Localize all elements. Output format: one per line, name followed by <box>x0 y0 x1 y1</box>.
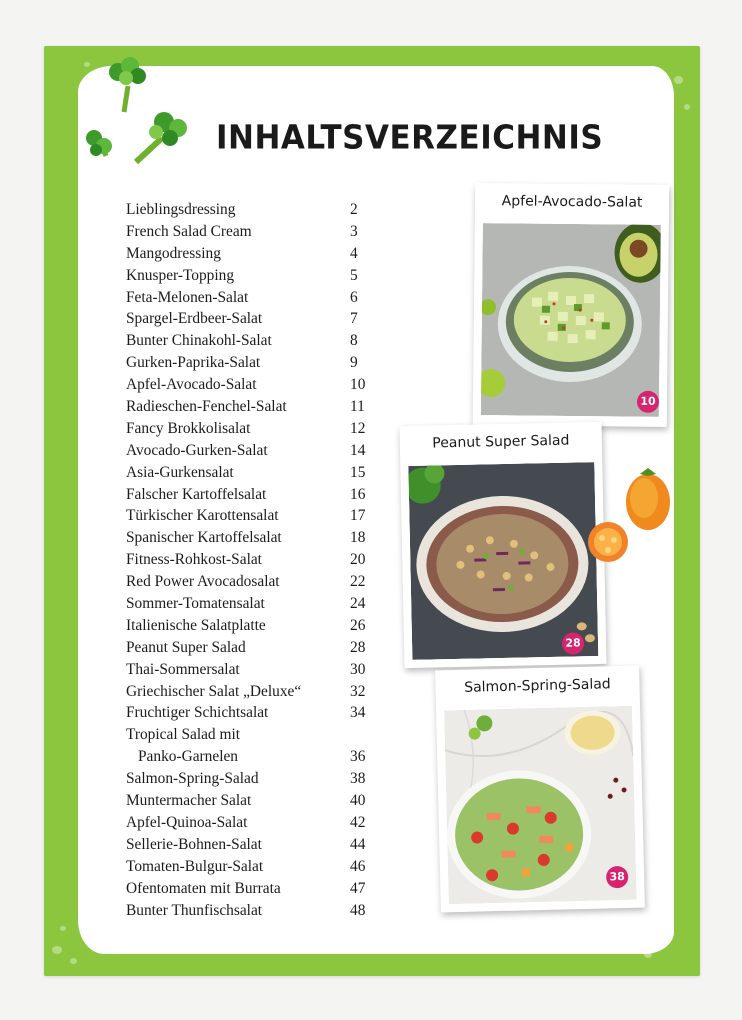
broccoli-icon <box>109 57 146 112</box>
toc-item[interactable]: Lieblingsdressing 2 <box>126 201 358 218</box>
toc-item[interactable]: Fruchtiger Schichtsalat 34 <box>126 704 366 722</box>
toc-item[interactable]: Spargel-Erdbeer-Salat 7 <box>126 310 358 328</box>
toc-item[interactable]: Tropical Salad mit Panko-Garnelen 36 <box>126 726 366 766</box>
tomato-slice-icon <box>588 522 628 562</box>
toc-item[interactable]: Avocado-Gurken-Salat 14 <box>126 441 366 459</box>
toc-item[interactable]: Radieschen-Fenchel-Salat 11 <box>126 398 365 416</box>
toc-item[interactable]: Fitness-Rohkost-Salat 20 <box>126 551 366 569</box>
page-badge: 38 <box>606 866 629 889</box>
table-of-contents <box>126 199 376 921</box>
tomato-icon <box>626 468 670 530</box>
toc-item[interactable]: Bunter Chinakohl-Salat 8 <box>126 332 358 350</box>
salad-image <box>481 223 661 417</box>
toc-item[interactable]: Mangodressing 4 <box>126 244 358 262</box>
broccoli-icon <box>136 112 187 162</box>
toc-item[interactable]: Bunter Thunfischsalat 48 <box>126 901 366 919</box>
toc-item[interactable]: Muntermacher Salat 40 <box>126 792 366 810</box>
tomato-decoration <box>584 462 672 572</box>
photo-apfel-avocado-salat[interactable] <box>473 183 670 427</box>
salad-image <box>408 462 598 660</box>
photo-caption: Apfel-Avocado-Salat <box>501 193 643 211</box>
photo-salmon-spring-salad[interactable] <box>435 666 645 913</box>
toc-item[interactable]: Salmon-Spring-Salad 38 <box>126 770 366 788</box>
toc-item[interactable]: Knusper-Topping 5 <box>126 266 358 284</box>
toc-item[interactable]: Griechischer Salat „Deluxe“ 32 <box>126 682 366 700</box>
broccoli-icon <box>86 130 112 156</box>
toc-item[interactable]: Sommer-Tomatensalat 24 <box>126 595 366 613</box>
toc-item[interactable]: Ofentomaten mit Burrata 47 <box>126 879 366 897</box>
page-badge: 28 <box>562 632 584 654</box>
toc-item[interactable]: Gurken-Paprika-Salat 9 <box>126 354 358 372</box>
toc-item[interactable]: Asia-Gurkensalat 15 <box>126 463 366 481</box>
page-badge: 10 <box>637 391 659 413</box>
toc-item[interactable]: Sellerie-Bohnen-Salat 44 <box>126 835 366 853</box>
toc-item[interactable]: French Salad Cream 3 <box>126 222 358 240</box>
toc-item[interactable]: Apfel-Quinoa-Salat 42 <box>126 813 366 831</box>
toc-item[interactable]: Feta-Melonen-Salat 6 <box>126 288 358 306</box>
toc-item[interactable]: Türkischer Karottensalat 17 <box>126 507 366 525</box>
photo-caption: Salmon-Spring-Salad <box>464 676 611 696</box>
toc-item[interactable]: Fancy Brokkolisalat 12 <box>126 419 366 437</box>
toc-item[interactable]: Tomaten-Bulgur-Salat 46 <box>126 857 366 875</box>
photo-peanut-super-salad[interactable] <box>399 422 606 668</box>
toc-item[interactable]: Italienische Salatplatte 26 <box>126 616 366 634</box>
toc-item[interactable]: Spanischer Kartoffelsalat 18 <box>126 529 366 547</box>
photo-caption: Peanut Super Salad <box>432 432 570 452</box>
toc-item[interactable]: Thai-Sommersalat 30 <box>126 660 366 678</box>
broccoli-decoration <box>84 52 194 170</box>
toc-item[interactable]: Peanut Super Salad 28 <box>126 638 366 656</box>
toc-item[interactable]: Falscher Kartoffelsalat 16 <box>126 485 366 503</box>
toc-item[interactable]: Red Power Avocadosalat 22 <box>126 573 366 591</box>
page-title: INHALTSVERZEICHNIS <box>216 118 604 158</box>
toc-item[interactable]: Apfel-Avocado-Salat 10 <box>126 376 366 394</box>
